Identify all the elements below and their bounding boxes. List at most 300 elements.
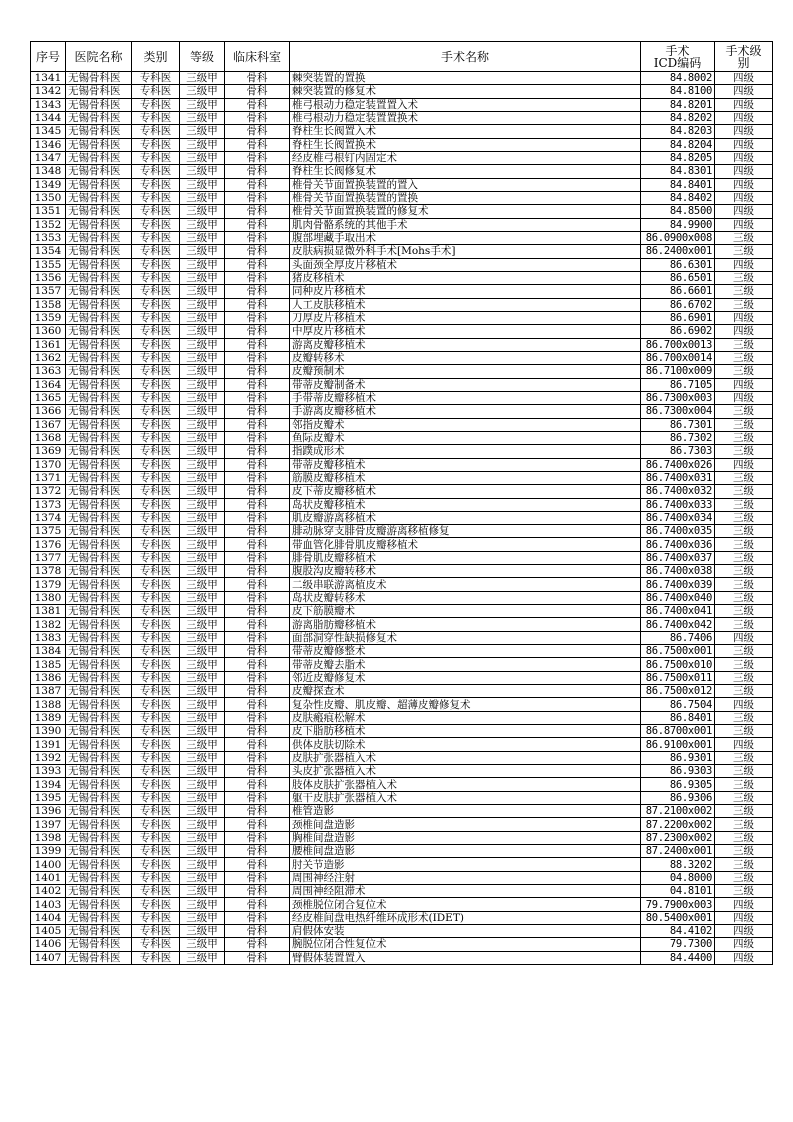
row-surgery-level: 三级 xyxy=(715,711,773,724)
row-icd-code: 86.7400x038 xyxy=(641,565,715,578)
row-surgery-level: 四级 xyxy=(715,951,773,964)
row-hospital: 无锡骨科医 xyxy=(66,111,132,124)
row-department: 骨科 xyxy=(225,405,290,418)
row-icd-code: 80.5400x001 xyxy=(641,911,715,924)
row-hospital: 无锡骨科医 xyxy=(66,618,132,631)
table-row xyxy=(31,658,773,671)
table-row xyxy=(31,151,773,164)
surgery-catalog-table xyxy=(30,41,773,965)
row-department: 骨科 xyxy=(225,871,290,884)
row-index: 1387 xyxy=(31,685,66,698)
row-surgery-name: 颈椎间盘造影 xyxy=(290,818,641,831)
row-grade: 三级甲 xyxy=(180,191,225,204)
row-index: 1359 xyxy=(31,311,66,324)
row-hospital: 无锡骨科医 xyxy=(66,525,132,538)
row-grade: 三级甲 xyxy=(180,498,225,511)
row-icd-code: 86.7500x011 xyxy=(641,671,715,684)
row-hospital: 无锡骨科医 xyxy=(66,72,132,85)
row-index: 1372 xyxy=(31,485,66,498)
row-type: 专科医 xyxy=(132,818,180,831)
row-surgery-level: 四级 xyxy=(715,325,773,338)
row-index: 1345 xyxy=(31,125,66,138)
row-department: 骨科 xyxy=(225,605,290,618)
row-surgery-name: 二级串联游离植皮术 xyxy=(290,578,641,591)
row-surgery-level: 四级 xyxy=(715,738,773,751)
row-grade: 三级甲 xyxy=(180,605,225,618)
row-grade: 三级甲 xyxy=(180,845,225,858)
row-department: 骨科 xyxy=(225,898,290,911)
row-grade: 三级甲 xyxy=(180,338,225,351)
row-surgery-level: 三级 xyxy=(715,858,773,871)
row-surgery-name: 带血管化腓骨肌皮瓣移植术 xyxy=(290,538,641,551)
row-icd-code: 86.7400x042 xyxy=(641,618,715,631)
row-hospital: 无锡骨科医 xyxy=(66,765,132,778)
table-row xyxy=(31,271,773,284)
row-type: 专科医 xyxy=(132,458,180,471)
row-surgery-level: 四级 xyxy=(715,191,773,204)
row-icd-code: 86.7105 xyxy=(641,378,715,391)
row-surgery-level: 三级 xyxy=(715,271,773,284)
row-icd-code: 87.2400x001 xyxy=(641,845,715,858)
header-type: 类别 xyxy=(132,42,180,72)
row-surgery-name: 皮肤瘢痕松解术 xyxy=(290,711,641,724)
table-row xyxy=(31,498,773,511)
table-row xyxy=(31,391,773,404)
row-icd-code: 86.700x0014 xyxy=(641,351,715,364)
row-icd-code: 86.7303 xyxy=(641,445,715,458)
row-grade: 三级甲 xyxy=(180,445,225,458)
row-department: 骨科 xyxy=(225,72,290,85)
row-department: 骨科 xyxy=(225,111,290,124)
row-department: 骨科 xyxy=(225,525,290,538)
row-grade: 三级甲 xyxy=(180,591,225,604)
row-index: 1395 xyxy=(31,791,66,804)
table-body xyxy=(31,72,773,965)
row-grade: 三级甲 xyxy=(180,405,225,418)
row-grade: 三级甲 xyxy=(180,805,225,818)
row-surgery-name: 肢体皮肤扩张器植入术 xyxy=(290,778,641,791)
table-row xyxy=(31,258,773,271)
row-type: 专科医 xyxy=(132,338,180,351)
row-surgery-level: 三级 xyxy=(715,485,773,498)
row-grade: 三级甲 xyxy=(180,885,225,898)
row-icd-code: 86.7400x026 xyxy=(641,458,715,471)
row-department: 骨科 xyxy=(225,778,290,791)
row-department: 骨科 xyxy=(225,325,290,338)
row-icd-code: 86.7301 xyxy=(641,418,715,431)
row-hospital: 无锡骨科医 xyxy=(66,551,132,564)
row-surgery-level: 四级 xyxy=(715,98,773,111)
row-type: 专科医 xyxy=(132,645,180,658)
row-type: 专科医 xyxy=(132,471,180,484)
row-type: 专科医 xyxy=(132,378,180,391)
row-index: 1398 xyxy=(31,831,66,844)
row-department: 骨科 xyxy=(225,578,290,591)
row-surgery-name: 邻指皮瓣术 xyxy=(290,418,641,431)
table-row xyxy=(31,365,773,378)
table-row xyxy=(31,551,773,564)
row-type: 专科医 xyxy=(132,498,180,511)
row-department: 骨科 xyxy=(225,538,290,551)
row-department: 骨科 xyxy=(225,498,290,511)
row-hospital: 无锡骨科医 xyxy=(66,178,132,191)
row-department: 骨科 xyxy=(225,138,290,151)
table-row xyxy=(31,231,773,244)
row-department: 骨科 xyxy=(225,738,290,751)
row-type: 专科医 xyxy=(132,138,180,151)
row-index: 1375 xyxy=(31,525,66,538)
row-index: 1369 xyxy=(31,445,66,458)
table-row xyxy=(31,831,773,844)
table-row xyxy=(31,445,773,458)
row-department: 骨科 xyxy=(225,565,290,578)
row-grade: 三级甲 xyxy=(180,391,225,404)
row-surgery-level: 四级 xyxy=(715,218,773,231)
row-icd-code: 87.2100x002 xyxy=(641,805,715,818)
row-type: 专科医 xyxy=(132,151,180,164)
row-index: 1407 xyxy=(31,951,66,964)
row-surgery-name: 头皮扩张器植入术 xyxy=(290,765,641,778)
row-index: 1363 xyxy=(31,365,66,378)
row-icd-code: 86.7400x033 xyxy=(641,498,715,511)
row-index: 1381 xyxy=(31,605,66,618)
row-hospital: 无锡骨科医 xyxy=(66,271,132,284)
row-hospital: 无锡骨科医 xyxy=(66,911,132,924)
table-row xyxy=(31,911,773,924)
row-surgery-level: 三级 xyxy=(715,645,773,658)
row-grade: 三级甲 xyxy=(180,831,225,844)
row-surgery-name: 腕脱位闭合性复位术 xyxy=(290,938,641,951)
table-row xyxy=(31,125,773,138)
row-type: 专科医 xyxy=(132,125,180,138)
table-row xyxy=(31,765,773,778)
row-icd-code: 84.4400 xyxy=(641,951,715,964)
row-index: 1403 xyxy=(31,898,66,911)
row-surgery-level: 三级 xyxy=(715,551,773,564)
row-index: 1371 xyxy=(31,471,66,484)
row-index: 1383 xyxy=(31,631,66,644)
row-index: 1362 xyxy=(31,351,66,364)
row-department: 骨科 xyxy=(225,85,290,98)
row-surgery-name: 鱼际皮瓣术 xyxy=(290,431,641,444)
row-department: 骨科 xyxy=(225,378,290,391)
row-grade: 三级甲 xyxy=(180,871,225,884)
row-type: 专科医 xyxy=(132,525,180,538)
row-type: 专科医 xyxy=(132,751,180,764)
table-row xyxy=(31,538,773,551)
table-row xyxy=(31,85,773,98)
row-type: 专科医 xyxy=(132,511,180,524)
row-hospital: 无锡骨科医 xyxy=(66,845,132,858)
row-surgery-level: 四级 xyxy=(715,311,773,324)
row-surgery-level: 四级 xyxy=(715,938,773,951)
row-department: 骨科 xyxy=(225,218,290,231)
row-hospital: 无锡骨科医 xyxy=(66,405,132,418)
row-icd-code: 79.7900x003 xyxy=(641,898,715,911)
row-surgery-name: 肌皮瓣游离移植术 xyxy=(290,511,641,524)
table-row xyxy=(31,618,773,631)
row-index: 1361 xyxy=(31,338,66,351)
row-type: 专科医 xyxy=(132,218,180,231)
row-surgery-name: 同种皮片移植术 xyxy=(290,285,641,298)
header-icd-code-line1: 手术 xyxy=(665,43,690,58)
row-icd-code: 86.9305 xyxy=(641,778,715,791)
row-department: 骨科 xyxy=(225,671,290,684)
row-department: 骨科 xyxy=(225,805,290,818)
row-grade: 三级甲 xyxy=(180,631,225,644)
row-icd-code: 86.7504 xyxy=(641,698,715,711)
table-row xyxy=(31,951,773,964)
row-type: 专科医 xyxy=(132,351,180,364)
row-type: 专科医 xyxy=(132,938,180,951)
header-surgery-level-line1: 手术级 xyxy=(725,43,762,58)
row-surgery-name: 椎弓根动力稳定装置置入术 xyxy=(290,98,641,111)
row-surgery-level: 四级 xyxy=(715,631,773,644)
row-type: 专科医 xyxy=(132,418,180,431)
row-index: 1391 xyxy=(31,738,66,751)
row-surgery-level: 三级 xyxy=(715,618,773,631)
row-type: 专科医 xyxy=(132,591,180,604)
row-hospital: 无锡骨科医 xyxy=(66,605,132,618)
row-icd-code: 86.8700x001 xyxy=(641,725,715,738)
row-icd-code: 86.7100x009 xyxy=(641,365,715,378)
row-surgery-name: 肌肉骨骼系统的其他手术 xyxy=(290,218,641,231)
row-grade: 三级甲 xyxy=(180,738,225,751)
row-hospital: 无锡骨科医 xyxy=(66,98,132,111)
row-type: 专科医 xyxy=(132,605,180,618)
table-row xyxy=(31,205,773,218)
row-surgery-level: 三级 xyxy=(715,338,773,351)
row-hospital: 无锡骨科医 xyxy=(66,298,132,311)
row-surgery-name: 头面颈全厚皮片移植术 xyxy=(290,258,641,271)
row-hospital: 无锡骨科医 xyxy=(66,458,132,471)
row-surgery-name: 脊柱生长阀修复术 xyxy=(290,165,641,178)
row-surgery-level: 三级 xyxy=(715,818,773,831)
row-index: 1344 xyxy=(31,111,66,124)
header-row xyxy=(31,42,773,72)
row-surgery-level: 三级 xyxy=(715,871,773,884)
row-surgery-name: 腹股沟皮瓣转移术 xyxy=(290,565,641,578)
row-grade: 三级甲 xyxy=(180,245,225,258)
row-grade: 三级甲 xyxy=(180,471,225,484)
table-row xyxy=(31,378,773,391)
row-type: 专科医 xyxy=(132,858,180,871)
table-row xyxy=(31,218,773,231)
row-hospital: 无锡骨科医 xyxy=(66,378,132,391)
row-surgery-name: 带蒂皮瓣修整术 xyxy=(290,645,641,658)
row-department: 骨科 xyxy=(225,245,290,258)
row-icd-code: 86.7400x040 xyxy=(641,591,715,604)
row-surgery-level: 四级 xyxy=(715,898,773,911)
row-surgery-level: 四级 xyxy=(715,391,773,404)
row-hospital: 无锡骨科医 xyxy=(66,725,132,738)
row-icd-code: 86.7302 xyxy=(641,431,715,444)
row-hospital: 无锡骨科医 xyxy=(66,218,132,231)
row-surgery-level: 四级 xyxy=(715,698,773,711)
row-icd-code: 86.7406 xyxy=(641,631,715,644)
table-row xyxy=(31,178,773,191)
row-icd-code: 86.6902 xyxy=(641,325,715,338)
row-type: 专科医 xyxy=(132,405,180,418)
row-grade: 三级甲 xyxy=(180,138,225,151)
row-hospital: 无锡骨科医 xyxy=(66,511,132,524)
row-hospital: 无锡骨科医 xyxy=(66,751,132,764)
table-row xyxy=(31,98,773,111)
row-grade: 三级甲 xyxy=(180,378,225,391)
row-surgery-name: 面部洞穿性缺损修复术 xyxy=(290,631,641,644)
row-surgery-name: 臂假体装置置入 xyxy=(290,951,641,964)
row-type: 专科医 xyxy=(132,538,180,551)
row-surgery-level: 四级 xyxy=(715,165,773,178)
row-department: 骨科 xyxy=(225,271,290,284)
row-type: 专科医 xyxy=(132,698,180,711)
row-grade: 三级甲 xyxy=(180,751,225,764)
row-icd-code: 84.8203 xyxy=(641,125,715,138)
row-grade: 三级甲 xyxy=(180,311,225,324)
table-row xyxy=(31,338,773,351)
row-index: 1392 xyxy=(31,751,66,764)
row-surgery-name: 经皮椎弓根钉内固定术 xyxy=(290,151,641,164)
table-row xyxy=(31,751,773,764)
row-surgery-level: 三级 xyxy=(715,578,773,591)
row-department: 骨科 xyxy=(225,751,290,764)
row-index: 1402 xyxy=(31,885,66,898)
row-surgery-level: 三级 xyxy=(715,445,773,458)
row-hospital: 无锡骨科医 xyxy=(66,165,132,178)
row-icd-code: 86.6301 xyxy=(641,258,715,271)
table-row xyxy=(31,405,773,418)
row-index: 1376 xyxy=(31,538,66,551)
row-index: 1390 xyxy=(31,725,66,738)
row-department: 骨科 xyxy=(225,858,290,871)
row-icd-code: 86.7400x034 xyxy=(641,511,715,524)
row-icd-code: 86.7400x037 xyxy=(641,551,715,564)
row-surgery-level: 三级 xyxy=(715,511,773,524)
row-surgery-name: 经皮椎间盘电热纤维环成形术(IDET) xyxy=(290,911,641,924)
table-row xyxy=(31,898,773,911)
table-row xyxy=(31,471,773,484)
row-grade: 三级甲 xyxy=(180,351,225,364)
row-surgery-level: 三级 xyxy=(715,591,773,604)
row-grade: 三级甲 xyxy=(180,791,225,804)
row-index: 1365 xyxy=(31,391,66,404)
row-grade: 三级甲 xyxy=(180,818,225,831)
row-hospital: 无锡骨科医 xyxy=(66,285,132,298)
row-hospital: 无锡骨科医 xyxy=(66,338,132,351)
row-grade: 三级甲 xyxy=(180,698,225,711)
row-hospital: 无锡骨科医 xyxy=(66,351,132,364)
row-surgery-level: 三级 xyxy=(715,565,773,578)
table-row xyxy=(31,245,773,258)
row-type: 专科医 xyxy=(132,631,180,644)
row-type: 专科医 xyxy=(132,658,180,671)
table-row xyxy=(31,645,773,658)
row-icd-code: 86.9100x001 xyxy=(641,738,715,751)
row-type: 专科医 xyxy=(132,245,180,258)
row-hospital: 无锡骨科医 xyxy=(66,925,132,938)
row-type: 专科医 xyxy=(132,231,180,244)
row-department: 骨科 xyxy=(225,178,290,191)
row-grade: 三级甲 xyxy=(180,898,225,911)
row-department: 骨科 xyxy=(225,391,290,404)
row-surgery-level: 三级 xyxy=(715,431,773,444)
header-department: 临床科室 xyxy=(225,42,290,72)
row-surgery-name: 岛状皮瓣转移术 xyxy=(290,591,641,604)
table-row xyxy=(31,578,773,591)
row-icd-code: 84.8201 xyxy=(641,98,715,111)
row-grade: 三级甲 xyxy=(180,285,225,298)
row-surgery-name: 腰椎间盘造影 xyxy=(290,845,641,858)
row-department: 骨科 xyxy=(225,698,290,711)
row-index: 1393 xyxy=(31,765,66,778)
row-type: 专科医 xyxy=(132,178,180,191)
row-index: 1347 xyxy=(31,151,66,164)
table-row xyxy=(31,311,773,324)
row-surgery-name: 带蒂皮瓣制备术 xyxy=(290,378,641,391)
table-row xyxy=(31,818,773,831)
row-surgery-level: 四级 xyxy=(715,138,773,151)
row-department: 骨科 xyxy=(225,311,290,324)
table-row xyxy=(31,431,773,444)
row-hospital: 无锡骨科医 xyxy=(66,805,132,818)
row-index: 1399 xyxy=(31,845,66,858)
row-surgery-level: 三级 xyxy=(715,751,773,764)
row-hospital: 无锡骨科医 xyxy=(66,698,132,711)
row-type: 专科医 xyxy=(132,578,180,591)
row-index: 1353 xyxy=(31,231,66,244)
row-department: 骨科 xyxy=(225,885,290,898)
row-icd-code: 86.7400x032 xyxy=(641,485,715,498)
row-grade: 三级甲 xyxy=(180,671,225,684)
row-index: 1354 xyxy=(31,245,66,258)
row-hospital: 无锡骨科医 xyxy=(66,85,132,98)
row-index: 1355 xyxy=(31,258,66,271)
row-hospital: 无锡骨科医 xyxy=(66,778,132,791)
row-icd-code: 86.6901 xyxy=(641,311,715,324)
row-department: 骨科 xyxy=(225,711,290,724)
row-department: 骨科 xyxy=(225,831,290,844)
table-row xyxy=(31,485,773,498)
row-surgery-level: 三级 xyxy=(715,365,773,378)
row-surgery-name: 腹部埋藏手取出术 xyxy=(290,231,641,244)
table-row xyxy=(31,805,773,818)
row-icd-code: 86.7300x003 xyxy=(641,391,715,404)
row-index: 1396 xyxy=(31,805,66,818)
row-surgery-level: 三级 xyxy=(715,471,773,484)
row-icd-code: 86.7400x035 xyxy=(641,525,715,538)
row-department: 骨科 xyxy=(225,338,290,351)
row-hospital: 无锡骨科医 xyxy=(66,538,132,551)
row-surgery-level: 三级 xyxy=(715,805,773,818)
row-index: 1343 xyxy=(31,98,66,111)
row-index: 1366 xyxy=(31,405,66,418)
row-hospital: 无锡骨科医 xyxy=(66,831,132,844)
header-surgery-level-line2: 别 xyxy=(737,55,750,70)
row-hospital: 无锡骨科医 xyxy=(66,138,132,151)
row-grade: 三级甲 xyxy=(180,151,225,164)
row-surgery-name: 肩假体安装 xyxy=(290,925,641,938)
row-type: 专科医 xyxy=(132,725,180,738)
row-hospital: 无锡骨科医 xyxy=(66,258,132,271)
row-department: 骨科 xyxy=(225,631,290,644)
row-icd-code: 86.6702 xyxy=(641,298,715,311)
row-type: 专科医 xyxy=(132,671,180,684)
row-surgery-name: 皮瓣预制术 xyxy=(290,365,641,378)
row-grade: 三级甲 xyxy=(180,165,225,178)
row-surgery-name: 皮下脂肪移植术 xyxy=(290,725,641,738)
row-index: 1364 xyxy=(31,378,66,391)
row-icd-code: 86.7400x039 xyxy=(641,578,715,591)
